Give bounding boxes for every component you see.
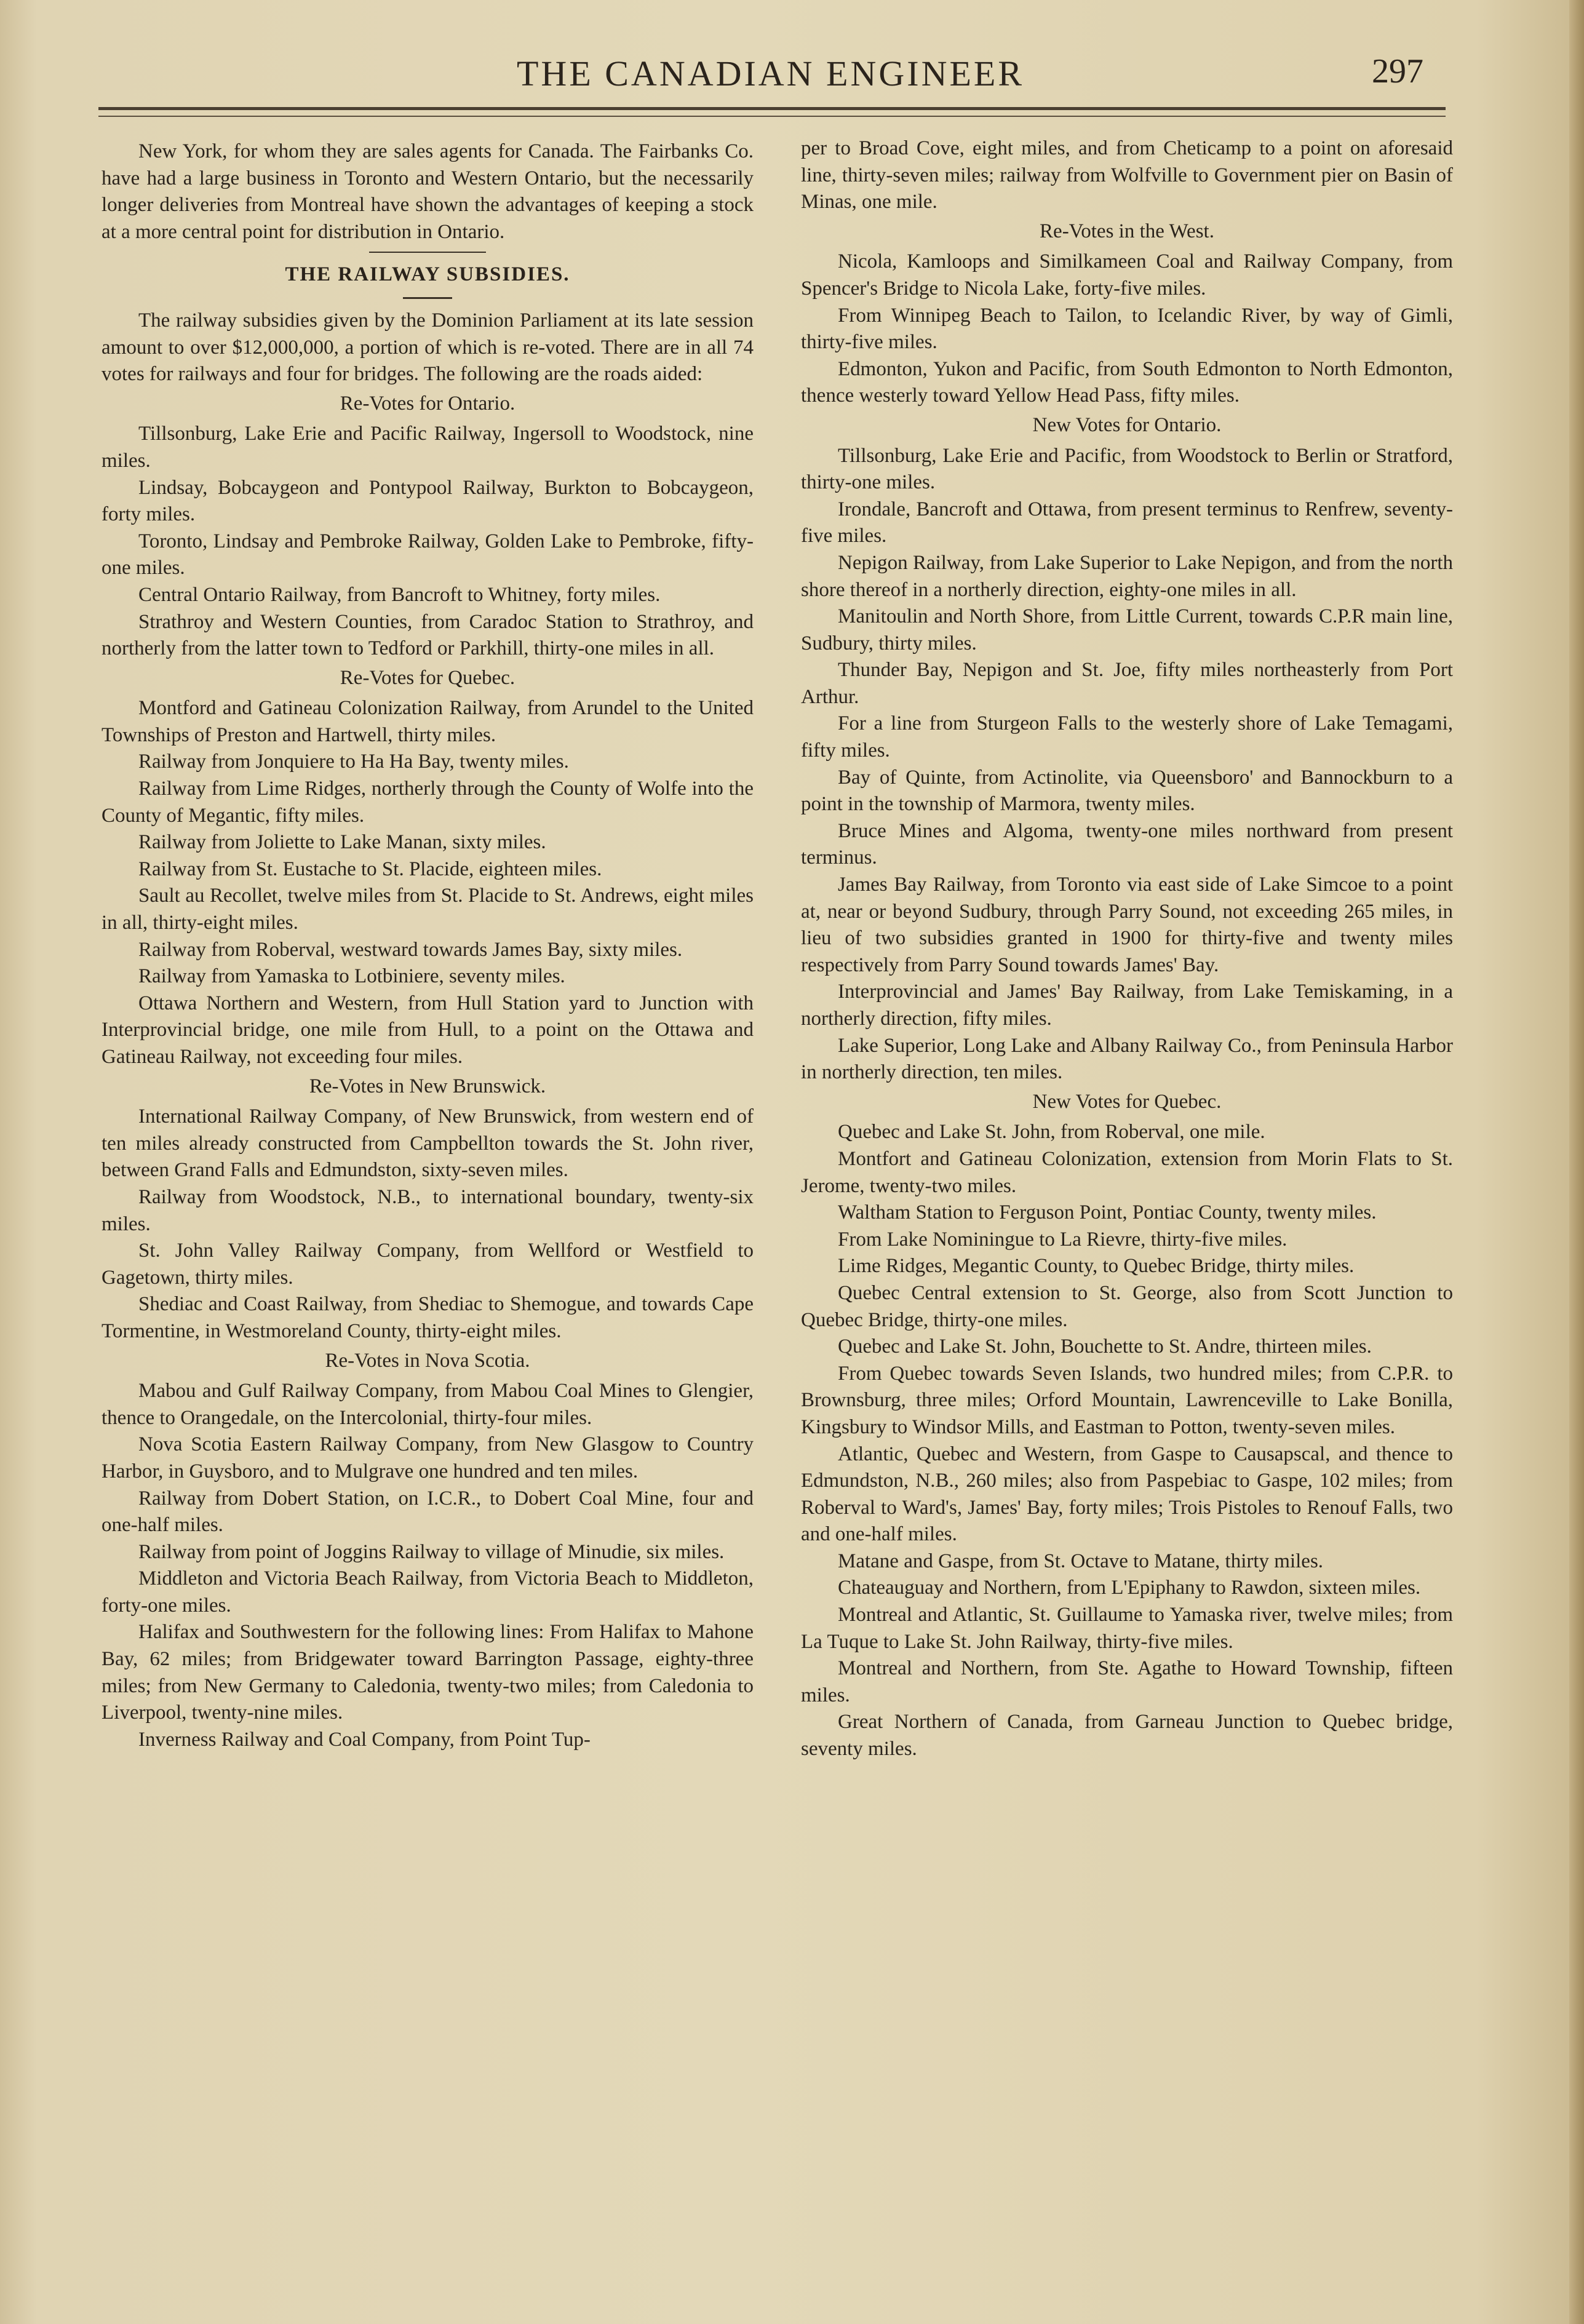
list-item: St. John Valley Railway Company, from Wellford or Westfield to Gagetown, thirty miles.: [101, 1240, 754, 1289]
list-item: Toronto, Lindsay and Pembroke Railway, Golden Lake to Pembroke, fifty-one miles.: [101, 530, 754, 579]
list-item: Halifax and Southwestern for the following lines: From Halifax to Mahone Bay, 62 miles; from Bridgewater toward Barrington Passage, eighty-three miles; from New Germany to Caledonia, twenty-two miles; from Caledonia to Liverpool, twenty-nine miles.: [101, 1621, 754, 1724]
list-item: Nicola, Kamloops and Similkameen Coal and Railway Company, from Spencer's Bridge to Nicola Lake, forty-five miles.: [801, 250, 1453, 300]
subhead-revotes-new-brunswick: Re-Votes in New Brunswick.: [309, 1075, 546, 1097]
heading-underline: [403, 297, 452, 299]
list-item: Montreal and Atlantic, St. Guillaume to Yamaska river, twelve miles; from La Tuque to Lake St. John Railway, thirty-five miles.: [801, 1604, 1453, 1653]
page-header: [98, 47, 1452, 108]
list-item: Tillsonburg, Lake Erie and Pacific Railway, Ingersoll to Woodstock, nine miles.: [101, 423, 754, 472]
list-item: Railway from Lime Ridges, northerly through the County of Wolfe into the County of Megantic, fifty miles.: [101, 778, 754, 827]
list-item: Great Northern of Canada, from Garneau Junction to Quebec bridge, seventy miles.: [801, 1711, 1453, 1761]
list-item: Nepigon Railway, from Lake Superior to Lake Nepigon, and from the north shore thereof in a northerly direction, eighty-one miles in all.: [801, 551, 1453, 601]
list-item: From Winnipeg Beach to Tailon, to Icelandic River, by way of Gimli, thirty-five miles.: [801, 304, 1453, 354]
article-heading: THE RAILWAY SUBSIDIES.: [285, 263, 570, 286]
list-item: James Bay Railway, from Toronto via east side of Lake Simcoe to a point at, near or beyond Sudbury, through Parry Sound, not exceeding 265 miles, in lieu of two subsidies granted in 1900 for thirty-five and twenty miles respectively from Parry Sound towards James' Bay.: [801, 873, 1453, 976]
list-item: Quebec and Lake St. John, from Roberval, one mile.: [838, 1121, 1265, 1144]
section-divider: [369, 252, 486, 253]
list-item: From Quebec towards Seven Islands, two hundred miles; from C.P.R. to Brownsburg, three miles; Orford Mountain, Lawrenceville to Lake Bonilla, Kingsbury to Windsor Mills, and Eastman to Potton, twenty-seven miles.: [801, 1362, 1453, 1438]
list-item: Interprovincial and James' Bay Railway, from Lake Temiskaming, in a northerly direction, fifty miles.: [801, 981, 1453, 1030]
subhead-revotes-west: Re-Votes in the West.: [1040, 220, 1214, 242]
list-item: Atlantic, Quebec and Western, from Gaspe to Causapscal, and thence to Edmundston, N.B., 260 miles; also from Paspebiac to Gaspe, 102 miles; from Roberval to Ward's, James' Bay, forty miles; Trois Pistoles to Renouf Falls, two and one-half miles.: [801, 1443, 1453, 1546]
list-item: Montford and Gatineau Colonization Railway, from Arundel to the United Townships of Preston and Hartwell, thirty miles.: [101, 697, 754, 746]
list-item: Railway from Joliette to Lake Manan, sixty miles.: [138, 831, 546, 854]
list-item: Quebec Central extension to St. George, also from Scott Junction to Quebec Bridge, thirty-one miles.: [801, 1281, 1453, 1331]
header-rule-thin: [98, 116, 1446, 117]
list-item: Shediac and Coast Railway, from Shediac to Shemogue, and towards Cape Tormentine, in Westmoreland County, thirty-eight miles.: [101, 1293, 754, 1342]
list-item: Sault au Recollet, twelve miles from St. Placide to St. Andrews, eight miles in all, thirty-eight miles.: [101, 885, 754, 934]
list-item: Inverness Railway and Coal Company, from Point Tup-: [138, 1728, 591, 1751]
list-item: Lindsay, Bobcaygeon and Pontypool Railway, Burkton to Bobcaygeon, forty miles.: [101, 476, 754, 526]
subhead-revotes-nova-scotia: Re-Votes in Nova Scotia.: [325, 1349, 530, 1372]
list-item: Railway from Woodstock, N.B., to international boundary, twenty-six miles.: [101, 1185, 754, 1235]
list-item: Railway from Jonquiere to Ha Ha Bay, twenty miles.: [138, 750, 569, 773]
subhead-new-votes-quebec: New Votes for Quebec.: [1032, 1090, 1222, 1113]
list-item: Railway from point of Joggins Railway to village of Minudie, six miles.: [138, 1540, 725, 1563]
list-item: Manitoulin and North Shore, from Little Current, towards C.P.R main line, Sudbury, thirty miles.: [801, 605, 1453, 655]
intro-paragraph: New York, for whom they are sales agents for Canada. The Fairbanks Co. have had a large business in Toronto and Western Ontario, but the necessarily longer deliveries from Montreal have shown the advantages of keeping a stock at a more central point for distribution in Ontario.: [101, 140, 754, 243]
subhead-revotes-quebec: Re-Votes for Quebec.: [340, 666, 515, 689]
list-item: Mabou and Gulf Railway Company, from Mabou Coal Mines to Glengier, thence to Orangedale, on the Intercolonial, thirty-four miles.: [101, 1380, 754, 1429]
page-spine-edge: [1569, 0, 1584, 2324]
journal-title: THE CANADIAN ENGINEER: [517, 54, 1025, 94]
list-item: Montfort and Gatineau Colonization, extension from Morin Flats to St. Jerome, twenty-two miles.: [801, 1147, 1453, 1197]
list-item: Tillsonburg, Lake Erie and Pacific, from Woodstock to Berlin or Stratford, thirty-one miles.: [801, 444, 1453, 494]
list-item: Edmonton, Yukon and Pacific, from South Edmonton to North Edmonton, thence westerly toward Yellow Head Pass, fifty miles.: [801, 357, 1453, 407]
list-item: Lime Ridges, Megantic County, to Quebec Bridge, thirty miles.: [838, 1255, 1355, 1278]
list-item: Nova Scotia Eastern Railway Company, from New Glasgow to Country Harbor, in Guysboro, and to Mulgrave one hundred and ten miles.: [101, 1433, 754, 1482]
list-item: Ottawa Northern and Western, from Hull Station yard to Junction with Interprovincial bridge, one mile from Hull, to a point on the Ottawa and Gatineau Railway, not exceeding four miles.: [101, 992, 754, 1068]
list-item: Bay of Quinte, from Actinolite, via Queensboro' and Bannockburn to a point in the township of Marmora, twenty miles.: [801, 766, 1453, 816]
list-item: Strathroy and Western Counties, from Caradoc Station to Strathroy, and northerly from the latter town to Tedford or Parkhill, thirty-one miles in all.: [101, 610, 754, 660]
list-item: Railway from St. Eustache to St. Placide, eighteen miles.: [138, 858, 602, 880]
list-item: Thunder Bay, Nepigon and St. Joe, fifty miles northeasterly from Port Arthur.: [801, 659, 1453, 708]
list-item: Lake Superior, Long Lake and Albany Railway Co., from Peninsula Harbor in northerly direction, ten miles.: [801, 1034, 1453, 1084]
list-item: Waltham Station to Ferguson Point, Pontiac County, twenty miles.: [838, 1201, 1377, 1224]
page-number: 297: [1372, 52, 1423, 90]
list-item: Railway from Dobert Station, on I.C.R., to Dobert Coal Mine, four and one-half miles.: [101, 1487, 754, 1537]
subhead-new-votes-ontario: New Votes for Ontario.: [1032, 413, 1222, 436]
list-item: Central Ontario Railway, from Bancroft to Whitney, forty miles.: [138, 583, 661, 606]
list-item: Middleton and Victoria Beach Railway, from Victoria Beach to Middleton, forty-one miles.: [101, 1567, 754, 1617]
list-item: Quebec and Lake St. John, Bouchette to St. Andre, thirteen miles.: [838, 1335, 1372, 1358]
list-item: From Lake Nominingue to La Rievre, thirty-five miles.: [838, 1228, 1287, 1251]
header-rule-thick: [98, 107, 1446, 110]
right-column: [801, 135, 1453, 1763]
list-item: Irondale, Bancroft and Ottawa, from present terminus to Renfrew, seventy-five miles.: [801, 498, 1453, 547]
left-column: [101, 138, 754, 1753]
list-item: Chateauguay and Northern, from L'Epiphany to Rawdon, sixteen miles.: [838, 1577, 1421, 1599]
list-item: For a line from Sturgeon Falls to the westerly shore of Lake Temagami, fifty miles.: [801, 712, 1453, 762]
subhead-revotes-ontario: Re-Votes for Ontario.: [340, 392, 515, 415]
lead-paragraph: The railway subsidies given by the Dominion Parliament at its late session amount to over $12,000,000, a portion of which is re-voted. There are in all 74 votes for railways and four for bridges. The following are the roads aided:: [101, 309, 754, 386]
continued-paragraph: per to Broad Cove, eight miles, and from Cheticamp to a point on aforesaid line, thirty-seven miles; railway from Wolfville to Government pier on Basin of Minas, one mile.: [801, 137, 1453, 213]
list-item: International Railway Company, of New Brunswick, from western end of ten miles already constructed from Campbellton towards the St. John river, between Grand Falls and Edmundston, sixty-seven miles.: [101, 1105, 754, 1182]
list-item: Railway from Yamaska to Lotbiniere, seventy miles.: [138, 965, 565, 988]
list-item: Montreal and Northern, from Ste. Agathe to Howard Township, fifteen miles.: [801, 1657, 1453, 1706]
list-item: Matane and Gaspe, from St. Octave to Matane, thirty miles.: [838, 1550, 1324, 1572]
list-item: Bruce Mines and Algoma, twenty-one miles northward from present terminus.: [801, 819, 1453, 869]
list-item: Railway from Roberval, westward towards James Bay, sixty miles.: [138, 938, 683, 961]
